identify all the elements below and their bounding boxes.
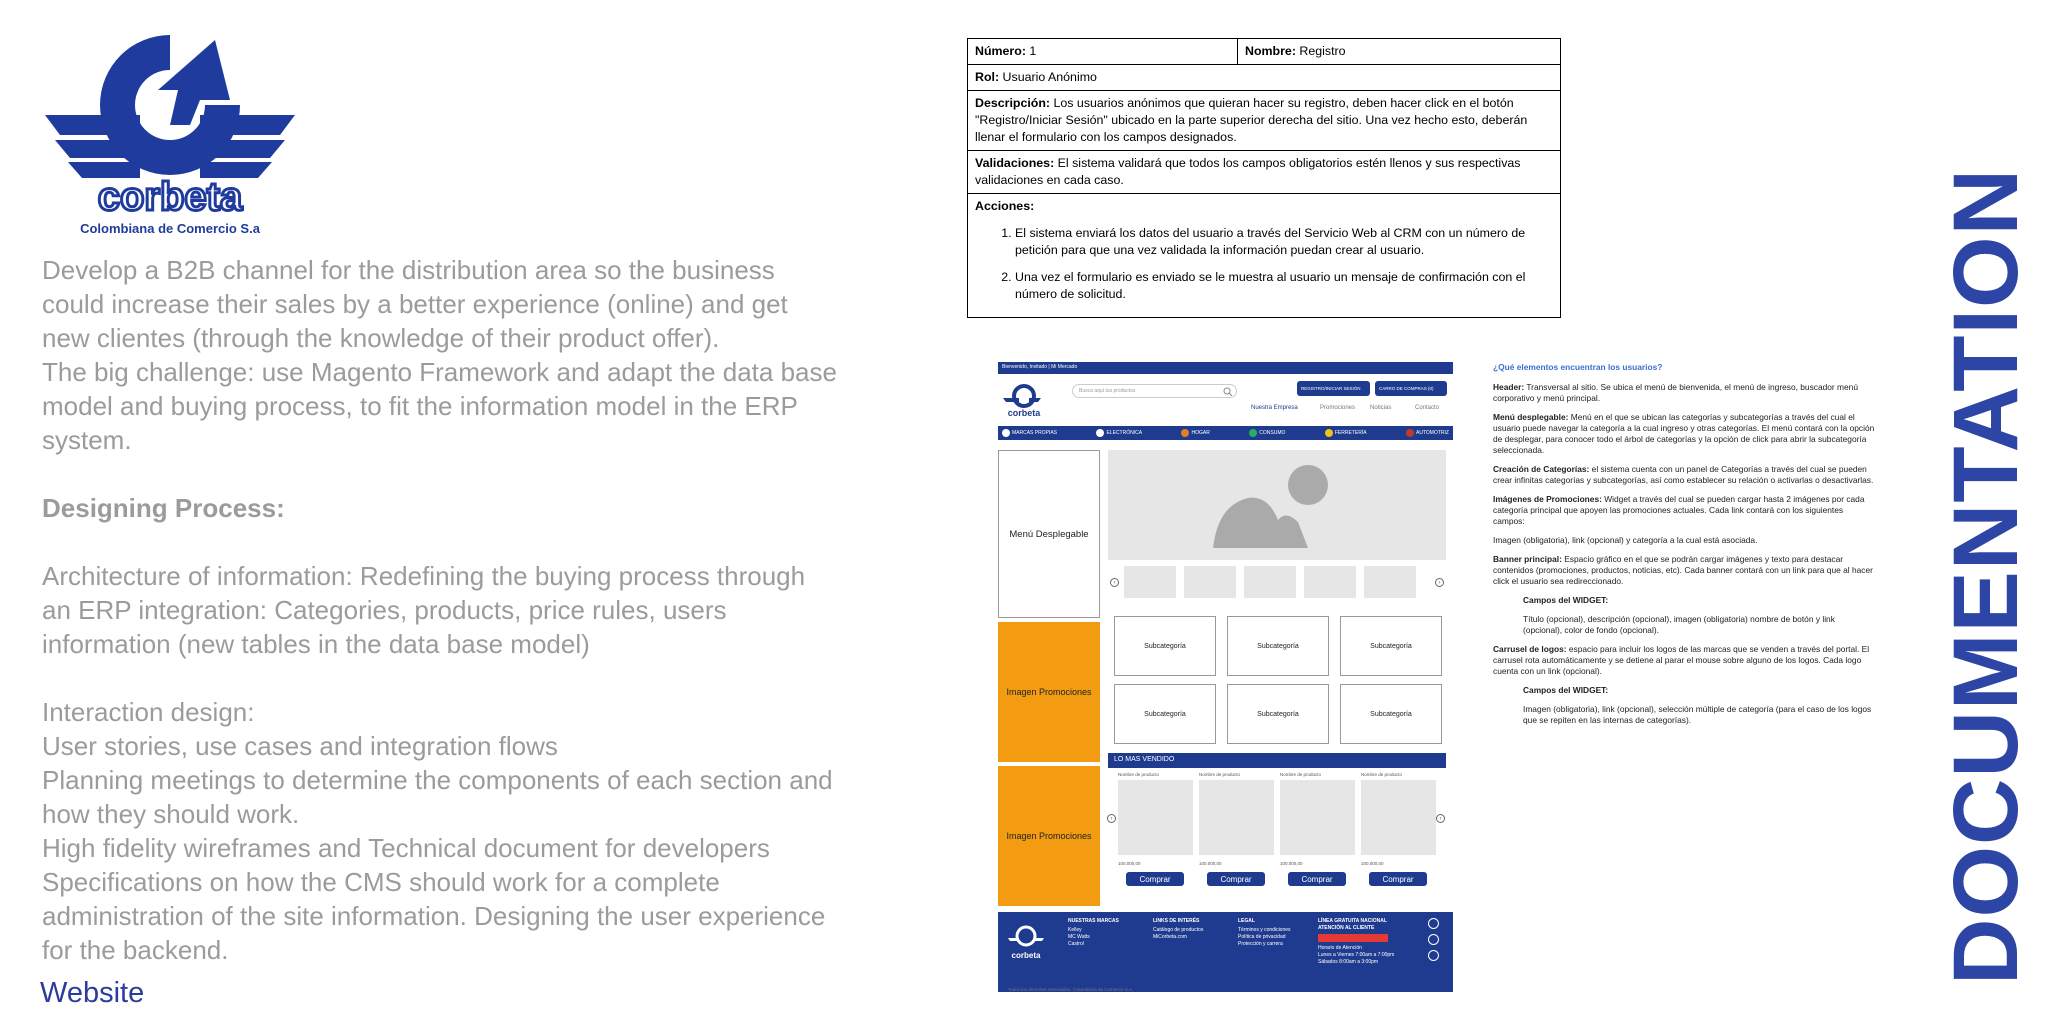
product-name: Nombre de producto — [1361, 772, 1403, 777]
spec-campos-label: Campos del WIDGET: — [1523, 595, 1609, 605]
buy-button[interactable]: Comprar — [1126, 872, 1184, 886]
buy-button[interactable]: Comprar — [1369, 872, 1427, 886]
wf-footer-logo — [1006, 920, 1046, 965]
spec-heading: ¿Qué elementos encuentran los usuarios? — [1493, 362, 1663, 372]
wf-thumbnail[interactable] — [1244, 566, 1296, 598]
spec-imagen-fields: Imagen (obligatoria), link (opcional) y categoría a la cual está asociada. — [1493, 535, 1758, 545]
wf-nav-promociones[interactable]: Promociones — [1320, 405, 1356, 411]
image-placeholder-icon — [1108, 450, 1446, 560]
project-description: Develop a B2B channel for the distribution area so the business could increase their sales by a better experience (online) and get new clientes (through the knowledge of their product offer). The big challenge: use Magento Framework and adapt the data base model and buying process, to fit the information model in the ERP system. — [42, 255, 837, 455]
story-validaciones-row — [968, 150, 1560, 193]
architecture-paragraph: Architecture of information: Redefining the buying process through an ERP integration: Categories, products, price rules, users information (new tables in the data base model) — [42, 561, 806, 659]
homepage-wireframe — [998, 362, 1453, 1000]
wf-promo-image[interactable]: Imagen Promociones — [998, 622, 1100, 762]
wf-subcategory[interactable]: Subcategoría — [1114, 616, 1216, 676]
wf-promo-image[interactable]: Imagen Promociones — [998, 766, 1100, 906]
wf-footer — [998, 912, 1453, 992]
product-name: Nombre de producto — [1280, 772, 1322, 777]
wf-category-item[interactable]: AUTOMOTRIZ — [1406, 428, 1449, 438]
wf-logo-wordmark: corbeta — [1007, 408, 1041, 418]
wf-subcategory[interactable]: Subcategoría — [1227, 684, 1329, 744]
spec-menu: Menú desplegable: Menú en el que se ubican las categorías y subcategorías a través del cual el usuario puede navegar la categoría a la cual ingreso y otras categorías. El menú contará con la opción de desplegar, para conocer todo el árbol de categorías y la opción de click para abrir la subcategoría seleccionada. — [1493, 412, 1875, 455]
product-price: 100.000,00 — [1118, 861, 1141, 866]
website-link[interactable]: Website — [40, 977, 145, 1009]
product-price: 100.000,00 — [1280, 861, 1303, 866]
buy-button[interactable]: Comprar — [1207, 872, 1265, 886]
chevron-left-icon[interactable]: ‹ — [1110, 578, 1119, 587]
wf-thumbnail[interactable] — [1184, 566, 1236, 598]
wf-dropdown-menu[interactable]: Menú Desplegable — [998, 450, 1100, 618]
descripcion-value: Los usuarios anónimos que quieran hacer su registro, deben hacer click en el botón "Registro/Iniciar Sesión" ubicado en la parte superior derecha del sitio. Una vez hecho esto, deberán llenar el formulario con los campos designados. — [975, 96, 1528, 144]
wf-subcategory[interactable]: Subcategoría — [1340, 616, 1442, 676]
product-price: 100.000,00 — [1199, 861, 1222, 866]
product-image[interactable] — [1280, 780, 1355, 855]
nombre-label: Nombre: — [1245, 44, 1296, 58]
wf-product-card — [1361, 772, 1436, 886]
wf-thumbnail[interactable] — [1364, 566, 1416, 598]
product-name: Nombre de producto — [1118, 772, 1160, 777]
wf-product-card — [1280, 772, 1355, 886]
user-story-table — [967, 38, 1561, 318]
wf-nav-empresa[interactable]: Nuestra Empresa — [1251, 405, 1298, 411]
twitter-icon[interactable] — [1428, 934, 1439, 945]
wf-subcategory[interactable]: Subcategoría — [1114, 684, 1216, 744]
wf-search-icon[interactable] — [1223, 387, 1232, 396]
wf-category-item[interactable]: CONSUMO — [1249, 428, 1285, 438]
wf-top-bar: Bienvenido, Invitado | Mi Mercado — [998, 362, 1453, 374]
wf-product-card — [1199, 772, 1274, 886]
numero-label: Número: — [975, 44, 1026, 58]
rol-value: Usuario Anónimo — [1002, 70, 1097, 84]
wf-footer-wordmark: corbeta — [1011, 951, 1041, 960]
corbeta-logo — [40, 30, 300, 240]
wf-logo — [1001, 380, 1047, 422]
designing-process-heading: Designing Process: — [42, 493, 285, 523]
product-price: 100.000,00 — [1361, 861, 1384, 866]
footer-col-contact: LÍNEA GRATUITA NACIONAL ATENCIÓN AL CLIENTE Horario de Atención Lunes a Viernes 7:00am a 7:00pm Sábados 8:00am a 3:00pm — [1318, 918, 1395, 965]
spec-campos2-label: Campos del WIDGET: — [1523, 685, 1609, 695]
story-descripcion-row — [968, 90, 1560, 150]
wf-category-bar — [998, 426, 1453, 440]
rol-label: Rol: — [975, 70, 1000, 84]
wf-nav-contacto[interactable]: Contacto — [1415, 405, 1440, 411]
validaciones-value: El sistema validará que todos los campos obligatorios estén llenos y sus respectivas validaciones en cada caso. — [975, 156, 1521, 187]
wf-product-card — [1118, 772, 1193, 886]
story-header-row — [968, 39, 1560, 64]
chevron-right-icon[interactable]: › — [1435, 578, 1444, 587]
wf-login-button[interactable]: REGISTRO/INICIAR SESIÓN — [1297, 381, 1370, 396]
wf-nav-noticias[interactable]: Noticias — [1370, 405, 1392, 411]
product-name: Nombre de producto — [1199, 772, 1241, 777]
story-acciones-row — [968, 193, 1560, 317]
documentation-title: DOCUMENTATION — [1935, 167, 2037, 985]
wf-best-sellers-header: LO MAS VENDIDO — [1108, 753, 1446, 768]
story-rol-row — [968, 64, 1560, 90]
chevron-right-icon[interactable]: › — [1436, 814, 1445, 823]
spec-campos-text: Título (opcional), descripción (opcional), imagen (obligatoria) nombre de botón y link (opcional), color de fondo (opcional). — [1523, 614, 1835, 635]
spec-header: Header: Transversal al sitio. Se ubica el menú de bienvenida, el menú de ingreso, buscador menú corporativo y menú principal. — [1493, 382, 1858, 403]
spec-creacion: Creación de Categorías: el sistema cuenta con un panel de Categorías a través del cual se pueden crear infinitas categorías y subcategorías, así como establecer su relación o activarlas o desactivarlas. — [1493, 464, 1874, 485]
spec-banner: Banner principal: Espacio gráfico en el que se podrán cargar imágenes y texto para destacar contenidos (promociones, productos, noticias, etc). Cada banner contará con un link para que al hacer click el usuario sea redireccionado. — [1493, 554, 1873, 586]
spec-document — [1493, 362, 1875, 734]
product-image[interactable] — [1118, 780, 1193, 855]
footer-col-links: LINKS DE INTERÉS Catálogo de productos MiCorbeta.com — [1153, 918, 1204, 940]
wf-category-item[interactable]: MARCAS PROPIAS — [1002, 428, 1057, 438]
wf-cart-button[interactable]: CARRO DE COMPRAS (0) — [1375, 381, 1447, 396]
footer-col-legal: LEGAL Términos y condiciones Política de privacidad Protección y carrera — [1238, 918, 1291, 947]
wf-subcategory[interactable]: Subcategoría — [1227, 616, 1329, 676]
acciones-label: Acciones: — [975, 199, 1035, 213]
youtube-icon[interactable] — [1428, 950, 1439, 961]
product-image[interactable] — [1361, 780, 1436, 855]
wf-category-item[interactable]: ELECTRÓNICA — [1096, 428, 1142, 438]
wf-search-input[interactable]: Busca aquí tus productos — [1072, 384, 1237, 398]
logo-wordmark: corbeta — [97, 175, 243, 219]
wf-main-banner[interactable] — [1108, 450, 1446, 560]
wf-thumbnail[interactable] — [1304, 566, 1356, 598]
buy-button[interactable]: Comprar — [1288, 872, 1346, 886]
intro-text — [42, 253, 922, 967]
accion-item: 1. El sistema enviará los datos del usuario a través del Servicio Web al CRM con un número de petición para que una vez validada la información puedan crear al usuario. — [1015, 225, 1553, 259]
wf-category-item[interactable]: HOGAR — [1181, 428, 1209, 438]
wf-thumbnail[interactable] — [1124, 566, 1176, 598]
wf-subcategory[interactable]: Subcategoría — [1340, 684, 1442, 744]
logo-tagline: Colombiana de Comercio S.a — [80, 221, 260, 236]
footer-col-marcas: NUESTRAS MARCAS Kelley MC Watts Castrol — [1068, 918, 1119, 947]
product-image[interactable] — [1199, 780, 1274, 855]
interaction-paragraph: Interaction design: User stories, use cases and integration flows Planning meetings to determine the components of each section and how they should work. High fidelity wireframes and Technical document for developers Specifications on how the CMS should work for a complete administration of the site information. Designing the user experience for the backend. — [42, 697, 833, 965]
descripcion-label: Descripción: — [975, 96, 1051, 110]
validaciones-label: Validaciones: — [975, 156, 1055, 170]
spec-campos2-text: Imagen (obligatoria), link (opcional), selección múltiple de categoría (para el caso de los logos que se repiten en las internas de categorías). — [1523, 704, 1872, 725]
spec-carrusel: Carrusel de logos: espacio para incluir los logos de las marcas que se venden a través del portal. El carrusel rota automáticamente y se detiene al parar el mouse sobre alguno de los logos. Cada logo cuenta con un link (opcional). — [1493, 644, 1870, 676]
numero-value: 1 — [1029, 44, 1037, 58]
accion-item: 2. Una vez el formulario es enviado se le muestra al usuario un mensaje de confirmación con el número de solicitud. — [1015, 269, 1553, 303]
nombre-value: Registro — [1299, 44, 1346, 58]
facebook-icon[interactable] — [1428, 918, 1439, 929]
wf-copyright: Todos los derechos reservados. Colombiana de Comercio S.A. — [1008, 987, 1134, 992]
spec-imagenes: Imágenes de Promociones: Widget a través del cual se pueden cargar hasta 2 imágenes por cada categoría principal que apoyen las promociones actuales. Cada link contará con los siguientes campos: — [1493, 494, 1865, 526]
wf-category-item[interactable]: FERRETERÍA — [1325, 428, 1367, 438]
chevron-left-icon[interactable]: ‹ — [1107, 814, 1116, 823]
